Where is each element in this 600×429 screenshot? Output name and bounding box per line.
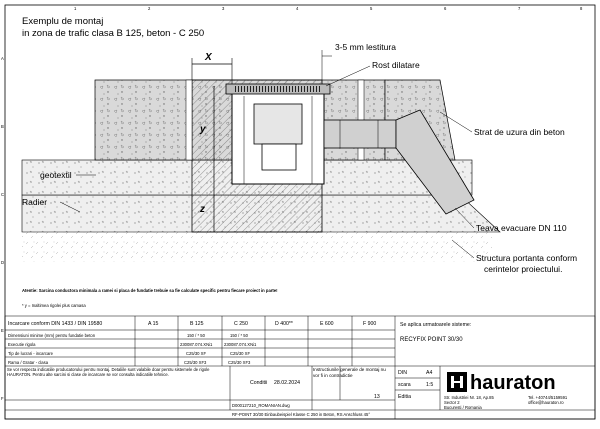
grate xyxy=(234,86,322,92)
company-address-3: Bucuresti / Romania xyxy=(444,405,482,410)
scale-value: 1:5 xyxy=(426,382,434,388)
gully-sump xyxy=(262,144,296,170)
grid-number: 8 xyxy=(580,6,583,11)
row-value: C25/30 XF3 xyxy=(228,360,251,365)
company-phone: Tel. +40744/5159591 xyxy=(528,395,568,400)
row-value: C25/30 XF3 xyxy=(184,360,207,365)
grid-letter: A xyxy=(1,56,4,61)
file-name: D000127210_ROMANIAN.dwg xyxy=(232,403,290,408)
row-value: 230087.074.XNi1 xyxy=(224,342,257,347)
grid-letter: D xyxy=(1,260,5,265)
cross-section xyxy=(22,50,500,262)
grid-letter: C xyxy=(1,192,5,197)
class-e600: E 600 xyxy=(320,321,334,327)
row-label: Tip de lucrari - incarcare xyxy=(8,351,53,356)
outlet-pipe xyxy=(324,120,396,148)
row-label: Rama / Gratar - clasa xyxy=(8,360,49,365)
grid-number: 3 xyxy=(222,6,225,11)
drawing-subtitle: in zona de trafic clasa B 125, beton - C 250 xyxy=(22,28,205,39)
page-number: 13 xyxy=(374,394,380,400)
company-block xyxy=(444,372,568,410)
class-f900: F 900 xyxy=(363,321,377,327)
warning-note: Atentie: Sarcina conductora minimala a ramei si placa de fundatie trebuie sa fie calculate specific pentru fiecare proiect in parte! xyxy=(22,288,278,293)
drawing-name: RF-POINT 30/30 Einbaubeispiel Klasse C 250 in Beton, RS Anschluss 45° xyxy=(232,412,370,417)
company-address-1: Str. Industriei Nr. 18, Ap.85 xyxy=(444,395,494,400)
label-drain-pipe: Teava evacuare DN 110 xyxy=(476,223,567,233)
grid-letter: E xyxy=(1,328,4,333)
scale-label: scara xyxy=(398,382,411,388)
silt-bucket xyxy=(254,104,302,144)
class-d400: D 400** xyxy=(275,321,293,327)
grid-number: 2 xyxy=(148,6,151,11)
product-label: Se aplica urmatoarele sisteme: xyxy=(400,322,472,328)
label-gap: 3-5 mm lestitura xyxy=(335,42,396,52)
drawing-title: Exemplu de montaj xyxy=(22,16,104,27)
row-value: 150 / * 50 xyxy=(230,333,248,338)
company-email: office@hauraton.ro xyxy=(528,400,564,405)
label-base: Radier xyxy=(22,197,48,207)
subgrade xyxy=(22,232,492,262)
grid-number: 1 xyxy=(74,6,77,11)
row-label: Dimensiuni minime (mm) pentru fundatie beton xyxy=(8,333,96,338)
format-value: A4 xyxy=(426,370,433,376)
row-value: C25/30 XF xyxy=(230,351,251,356)
label-grate: Rost dilatare xyxy=(372,60,420,70)
grid-number: 6 xyxy=(444,6,447,11)
dimension-y: y xyxy=(200,124,206,135)
grid-number: 7 xyxy=(518,6,521,11)
expansion-joint-left xyxy=(186,80,192,160)
label-wear-layer: Strat de uzura din beton xyxy=(474,127,565,137)
grid-letter: B xyxy=(1,124,4,129)
notes-block: Se vor respecta indicatiile producatorului pentru montaj. Detaliile sunt valabile doar pentru sistemele de rigole HAURATON. Pentru alte sarcini si clase de incarcare se vor consulta indicatiile tehnice. xyxy=(7,367,210,377)
grid-number: 4 xyxy=(296,6,299,11)
title-block-text xyxy=(7,321,471,417)
dimension-x: X xyxy=(205,52,212,63)
edition-label: Editia xyxy=(398,394,411,400)
label-geotextile: geotextil xyxy=(40,170,72,180)
grid-number: 5 xyxy=(370,6,373,11)
instruction-block: Instructiunile generale de montaj nu vor fi in contradictie xyxy=(313,367,386,378)
footnote: * y = Inaltimea rigolei plus camasa xyxy=(22,303,86,308)
row-value: C25/30 XF xyxy=(186,351,207,356)
approved-label: Conditii xyxy=(250,380,268,386)
grid-letter: F xyxy=(1,396,4,401)
label-support: Structura portanta conform xyxy=(476,253,578,263)
format-label: DIN xyxy=(398,370,407,376)
row-value: 150 / * 50 xyxy=(187,333,205,338)
label-support-2: cerintelor proiectului. xyxy=(484,264,563,274)
company-address-2: Sector 2 xyxy=(444,400,460,405)
row-label: Executie rigola xyxy=(8,342,36,347)
table-header-label: Incarcare conform DIN 1433 / DIN 19580 xyxy=(8,321,103,327)
company-name: hauraton xyxy=(470,372,556,394)
row-value: 230087.074.XNi1 xyxy=(180,342,213,347)
product-value: RECYFIX POINT 30/30 xyxy=(400,337,463,343)
class-a15: A 15 xyxy=(148,321,159,327)
class-c250: C 250 xyxy=(234,321,248,327)
class-b125: B 125 xyxy=(190,321,204,327)
date: 28.02.2024 xyxy=(274,380,300,386)
dimension-z: z xyxy=(200,204,205,215)
